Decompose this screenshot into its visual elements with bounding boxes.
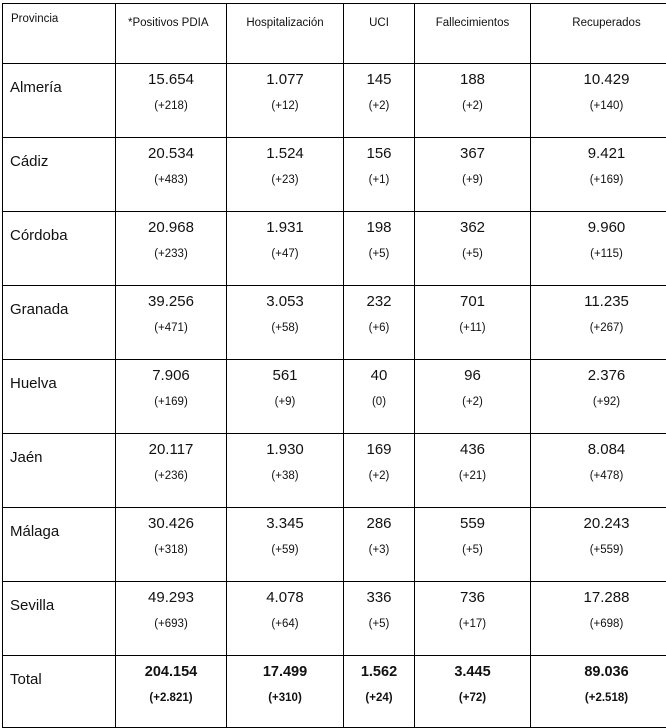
positivos-value: 49.293 [116, 587, 226, 609]
recuperados-delta: (+698) [531, 617, 666, 631]
uci-delta: (+1) [344, 173, 414, 187]
uci-cell [344, 212, 415, 286]
positivos-cell [116, 434, 227, 508]
total-row [3, 656, 666, 728]
positivos-value: 7.906 [116, 365, 226, 387]
uci-value: 40 [344, 365, 414, 387]
positivos-value: 30.426 [116, 513, 226, 535]
hospitalizacion-cell [227, 656, 344, 728]
positivos-cell [116, 582, 227, 656]
positivos-cell [116, 138, 227, 212]
fallecimientos-value: 96 [415, 365, 530, 387]
recuperados-delta: (+559) [531, 543, 666, 557]
table-row [3, 286, 666, 360]
provincia-cell: Jaén [3, 434, 116, 508]
uci-cell [344, 138, 415, 212]
uci-delta: (+5) [344, 617, 414, 631]
fallecimientos-value: 188 [415, 69, 530, 91]
recuperados-value: 2.376 [531, 365, 666, 387]
fallecimientos-delta: (+9) [415, 173, 530, 187]
recuperados-delta: (+267) [531, 321, 666, 335]
uci-cell [344, 286, 415, 360]
recuperados-value: 9.960 [531, 217, 666, 239]
uci-value: 232 [344, 291, 414, 313]
fallecimientos-delta: (+11) [415, 321, 530, 335]
recuperados-cell [531, 656, 666, 728]
hospitalizacion-cell [227, 286, 344, 360]
uci-cell [344, 582, 415, 656]
positivos-delta: (+2.821) [116, 691, 226, 705]
fallecimientos-value: 436 [415, 439, 530, 461]
fallecimientos-delta: (+72) [415, 691, 530, 705]
positivos-cell [116, 508, 227, 582]
uci-cell [344, 64, 415, 138]
header-fallecimientos: Fallecimientos [415, 4, 531, 64]
fallecimientos-value: 559 [415, 513, 530, 535]
hospitalizacion-value: 3.345 [227, 513, 343, 535]
recuperados-delta: (+92) [531, 395, 666, 409]
hospitalizacion-cell [227, 64, 344, 138]
fallecimientos-delta: (+2) [415, 395, 530, 409]
uci-delta: (+5) [344, 247, 414, 261]
fallecimientos-value: 362 [415, 217, 530, 239]
table-row [3, 582, 666, 656]
positivos-value: 20.117 [116, 439, 226, 461]
hospitalizacion-value: 1.931 [227, 217, 343, 239]
fallecimientos-cell [415, 212, 531, 286]
positivos-delta: (+483) [116, 173, 226, 187]
positivos-cell [116, 64, 227, 138]
hospitalizacion-delta: (+64) [227, 617, 343, 631]
header-recuperados: Recuperados [531, 4, 666, 64]
hospitalizacion-value: 17.499 [227, 661, 343, 683]
table-row [3, 360, 666, 434]
hospitalizacion-cell [227, 138, 344, 212]
positivos-cell [116, 212, 227, 286]
fallecimientos-cell [415, 64, 531, 138]
hospitalizacion-cell [227, 582, 344, 656]
recuperados-value: 8.084 [531, 439, 666, 461]
provincia-cell: Granada [3, 286, 116, 360]
recuperados-cell [531, 582, 666, 656]
table-row [3, 434, 666, 508]
hospitalizacion-delta: (+310) [227, 691, 343, 705]
uci-delta: (+2) [344, 469, 414, 483]
uci-delta: (+3) [344, 543, 414, 557]
table-row [3, 138, 666, 212]
hospitalizacion-delta: (+47) [227, 247, 343, 261]
uci-value: 198 [344, 217, 414, 239]
positivos-cell [116, 656, 227, 728]
fallecimientos-cell [415, 582, 531, 656]
recuperados-cell [531, 64, 666, 138]
recuperados-delta: (+2.518) [531, 691, 666, 705]
uci-value: 145 [344, 69, 414, 91]
hospitalizacion-delta: (+38) [227, 469, 343, 483]
table-row [3, 64, 666, 138]
table-row [3, 508, 666, 582]
recuperados-cell [531, 360, 666, 434]
uci-cell [344, 508, 415, 582]
hospitalizacion-value: 3.053 [227, 291, 343, 313]
provincia-cell: Cádiz [3, 138, 116, 212]
fallecimientos-delta: (+17) [415, 617, 530, 631]
covid-andalucia-table [2, 3, 666, 728]
hospitalizacion-delta: (+58) [227, 321, 343, 335]
fallecimientos-value: 736 [415, 587, 530, 609]
positivos-delta: (+318) [116, 543, 226, 557]
hospitalizacion-value: 4.078 [227, 587, 343, 609]
hospitalizacion-delta: (+12) [227, 99, 343, 113]
positivos-delta: (+169) [116, 395, 226, 409]
hospitalizacion-delta: (+59) [227, 543, 343, 557]
uci-value: 1.562 [344, 661, 414, 683]
positivos-value: 15.654 [116, 69, 226, 91]
recuperados-value: 11.235 [531, 291, 666, 313]
hospitalizacion-value: 1.930 [227, 439, 343, 461]
header-provincia: Provincia [3, 4, 116, 64]
fallecimientos-delta: (+21) [415, 469, 530, 483]
uci-cell [344, 434, 415, 508]
positivos-value: 39.256 [116, 291, 226, 313]
positivos-cell [116, 286, 227, 360]
hospitalizacion-cell [227, 212, 344, 286]
provincia-cell: Total [3, 656, 116, 728]
hospitalizacion-value: 1.524 [227, 143, 343, 165]
fallecimientos-cell [415, 138, 531, 212]
fallecimientos-cell [415, 286, 531, 360]
recuperados-delta: (+140) [531, 99, 666, 113]
provincia-cell: Córdoba [3, 212, 116, 286]
header-positivos: *Positivos PDIA [116, 4, 227, 64]
positivos-delta: (+471) [116, 321, 226, 335]
recuperados-cell [531, 138, 666, 212]
recuperados-cell [531, 212, 666, 286]
positivos-delta: (+218) [116, 99, 226, 113]
header-uci: UCI [344, 4, 415, 64]
header-row [3, 4, 666, 64]
fallecimientos-cell [415, 656, 531, 728]
positivos-delta: (+236) [116, 469, 226, 483]
fallecimientos-value: 701 [415, 291, 530, 313]
positivos-delta: (+693) [116, 617, 226, 631]
uci-cell [344, 656, 415, 728]
hospitalizacion-value: 1.077 [227, 69, 343, 91]
fallecimientos-delta: (+5) [415, 543, 530, 557]
provincia-cell: Málaga [3, 508, 116, 582]
provincia-cell: Almería [3, 64, 116, 138]
uci-delta: (+24) [344, 691, 414, 705]
recuperados-value: 17.288 [531, 587, 666, 609]
positivos-value: 20.968 [116, 217, 226, 239]
uci-value: 286 [344, 513, 414, 535]
hospitalizacion-delta: (+23) [227, 173, 343, 187]
recuperados-value: 9.421 [531, 143, 666, 165]
provincia-cell: Sevilla [3, 582, 116, 656]
hospitalizacion-cell [227, 434, 344, 508]
positivos-value: 20.534 [116, 143, 226, 165]
recuperados-value: 20.243 [531, 513, 666, 535]
provincia-cell: Huelva [3, 360, 116, 434]
uci-cell [344, 360, 415, 434]
fallecimientos-cell [415, 360, 531, 434]
positivos-delta: (+233) [116, 247, 226, 261]
recuperados-cell [531, 286, 666, 360]
fallecimientos-delta: (+5) [415, 247, 530, 261]
fallecimientos-value: 3.445 [415, 661, 530, 683]
recuperados-value: 10.429 [531, 69, 666, 91]
fallecimientos-cell [415, 434, 531, 508]
header-hospitalizacion: Hospitalización [227, 4, 344, 64]
hospitalizacion-cell [227, 508, 344, 582]
uci-delta: (0) [344, 395, 414, 409]
fallecimientos-value: 367 [415, 143, 530, 165]
recuperados-cell [531, 434, 666, 508]
uci-value: 156 [344, 143, 414, 165]
recuperados-cell [531, 508, 666, 582]
uci-delta: (+2) [344, 99, 414, 113]
hospitalizacion-cell [227, 360, 344, 434]
positivos-cell [116, 360, 227, 434]
positivos-value: 204.154 [116, 661, 226, 683]
fallecimientos-delta: (+2) [415, 99, 530, 113]
uci-delta: (+6) [344, 321, 414, 335]
recuperados-delta: (+169) [531, 173, 666, 187]
recuperados-delta: (+478) [531, 469, 666, 483]
table-row [3, 212, 666, 286]
recuperados-value: 89.036 [531, 661, 666, 683]
uci-value: 169 [344, 439, 414, 461]
uci-value: 336 [344, 587, 414, 609]
hospitalizacion-delta: (+9) [227, 395, 343, 409]
fallecimientos-cell [415, 508, 531, 582]
hospitalizacion-value: 561 [227, 365, 343, 387]
recuperados-delta: (+115) [531, 247, 666, 261]
